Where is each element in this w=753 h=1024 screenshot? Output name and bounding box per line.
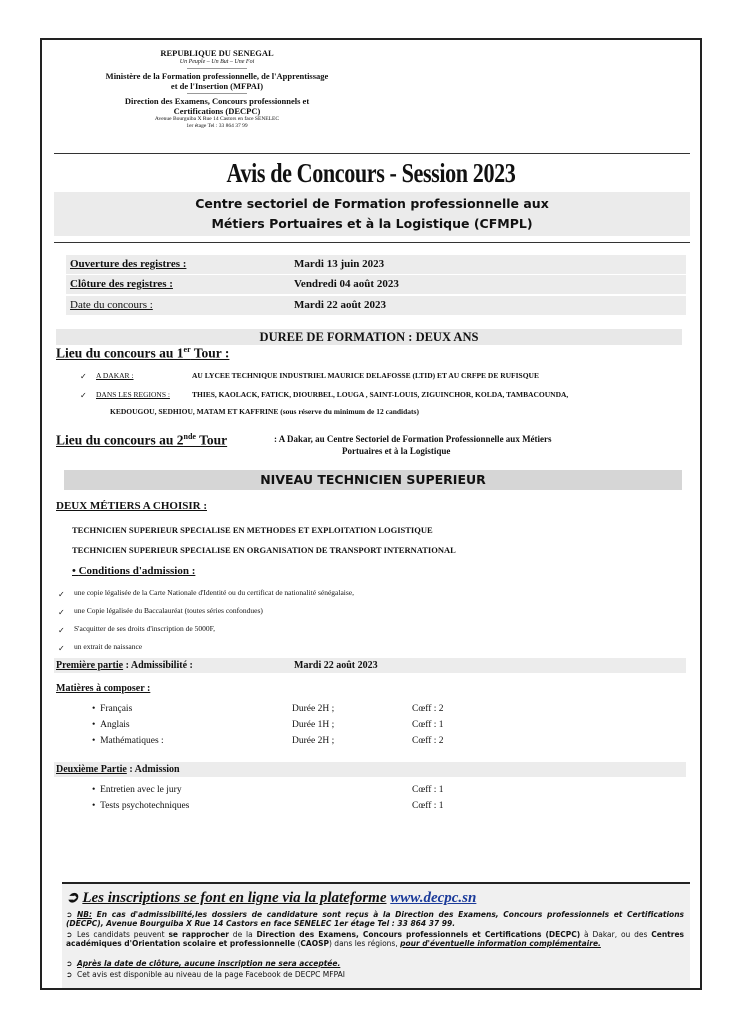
matiere-item: • Mathématiques : xyxy=(92,736,164,746)
partie2-label: Deuxième Partie xyxy=(56,764,127,775)
date-row-ouverture xyxy=(66,255,686,274)
admission-coeff: Cœff : 1 xyxy=(412,801,444,811)
phone-line: 1er étage Tel : 33 864 37 99 xyxy=(186,123,248,129)
date-label: Ouverture des registres : xyxy=(70,258,187,270)
deadline-paragraph: ➲ Après la date de clôture, aucune inscription ne sera acceptée. xyxy=(66,959,341,968)
regions-value-2: KEDOUGOU, SEDHIOU, MATAM ET KAFFRINE (sous réserve du minimum de 12 candidats) xyxy=(110,407,419,416)
metier-item: TECHNICIEN SUPERIEUR SPECIALISE EN METHODES ET EXPLOITATION LOGISTIQUE xyxy=(72,525,433,535)
inscription-text: Les inscriptions se font en ligne via la plateforme xyxy=(82,890,387,906)
matiere-duree: Durée 1H ; xyxy=(292,720,335,730)
nb-paragraph: ➲ NB: En cas d'admissibilité,les dossiers de candidature sont reçus à la Direction des Examens, Concours professionnels et Certifications (DECPC), Avenue Bourguiba X Rue 14 Castors en face SENELEC 1er étage Tel : 33 864 37 99. xyxy=(66,910,684,928)
arrow-icon: ➲ xyxy=(66,959,73,968)
contact-paragraph: ➲ Les candidats peuvent se rapprocher de la Direction des Examens, Concours professionnels et Certifications (DECPC) à Dakar, ou des Centres académiques d'Orientation scolaire et professionnelle (CAOSP) dans les régions, pour d'éventuelle information complémentaire. xyxy=(66,930,684,948)
partie2-row xyxy=(54,762,686,777)
condition-item: S'acquitter de ses droits d'inscription de 5000F, xyxy=(74,624,216,633)
notice-title: Avis de Concours - Session 2023 xyxy=(226,158,516,188)
check-icon: ✓ xyxy=(80,372,87,381)
tour2-heading: Lieu du concours au 2nde Tour xyxy=(56,432,228,448)
divider xyxy=(54,153,690,154)
footer-box xyxy=(62,882,690,988)
date-row-concours xyxy=(66,296,686,315)
direction-name: Direction des Examens, Concours professionnels et Certifications (DECPC) xyxy=(124,96,310,116)
address-line: Avenue Bourguiba X Rue 14 Castors en face SENELEC xyxy=(154,116,280,122)
date-label: Clôture des registres : xyxy=(70,278,173,290)
matiere-coeff: Cœff : 2 xyxy=(412,736,444,746)
condition-item: une Copie légalisée du Baccalauréat (toutes séries confondues) xyxy=(74,606,263,615)
matieres-heading: Matières à composer : xyxy=(56,683,151,694)
arrow-icon: ➲ xyxy=(66,890,79,906)
letterhead xyxy=(102,48,332,130)
condition-item: un extrait de naissance xyxy=(74,642,143,651)
partie1-row xyxy=(54,658,686,673)
divider xyxy=(187,93,247,94)
metiers-heading: DEUX MÉTIERS A CHOISIR : xyxy=(56,500,207,512)
admission-item: • Tests psychotechniques xyxy=(92,801,190,811)
facebook-paragraph: ➲ Cet avis est disponible au niveau de la page Facebook de DECPC MFPAI xyxy=(66,970,345,979)
level-banner: NIVEAU TECHNICIEN SUPERIEUR xyxy=(64,470,682,490)
dakar-value: AU LYCEE TECHNIQUE INDUSTRIEL MAURICE DELAFOSSE (LTID) ET AU CRFPE DE RUFISQUE xyxy=(192,371,539,380)
regions-label: DANS LES REGIONS : xyxy=(96,390,170,399)
website-link[interactable]: www.decpc.sn xyxy=(390,890,477,906)
tour1-heading: Lieu du concours au 1er Tour : xyxy=(56,345,230,361)
ministry-name: Ministère de la Formation professionnelle, de l'Apprentissage et de l'Insertion (MFPAI) xyxy=(105,71,329,91)
check-icon: ✓ xyxy=(58,626,65,635)
regions-value-1: THIES, KAOLACK, FATICK, DIOURBEL, LOUGA , SAINT-LOUIS, ZIGUINCHOR, KOLDA, TAMBACOUNDA, xyxy=(192,390,569,399)
admission-coeff: Cœff : 1 xyxy=(412,785,444,795)
national-motto: Un Peuple – Un But – Une Foi xyxy=(179,59,255,65)
arrow-icon: ➲ xyxy=(66,930,73,939)
divider xyxy=(187,68,247,69)
inscription-line xyxy=(66,888,476,907)
matiere-duree: Durée 2H ; xyxy=(292,704,335,714)
conditions-heading: • Conditions d'admission : xyxy=(72,565,196,577)
partie2-rest: : Admission xyxy=(126,764,180,775)
condition-item: une copie légalisée de la Carte Nationale d'Identité ou du certificat de nationalité sénégalaise, xyxy=(74,588,354,597)
matiere-duree: Durée 2H ; xyxy=(292,736,335,746)
date-value: Mardi 13 juin 2023 xyxy=(294,258,385,270)
notice-page xyxy=(40,38,702,990)
arrow-icon: ➲ xyxy=(66,910,73,919)
date-value: Vendredi 04 août 2023 xyxy=(294,278,399,290)
matiere-item: • Anglais xyxy=(92,720,130,730)
centre-line-1: Centre sectoriel de Formation professionnelle aux xyxy=(195,196,549,211)
tour2-text-2: Portuaires et à la Logistique xyxy=(342,446,451,456)
dakar-label: A DAKAR : xyxy=(96,371,134,380)
check-icon: ✓ xyxy=(58,590,65,599)
partie1-date: Mardi 22 août 2023 xyxy=(294,660,378,671)
matiere-item: • Français xyxy=(92,704,133,714)
centre-name-box xyxy=(54,192,690,236)
partie1-label: Première partie xyxy=(56,660,124,671)
matiere-coeff: Cœff : 2 xyxy=(412,704,444,714)
partie1-rest: : Admissibilité : xyxy=(123,660,193,671)
centre-line-2: Métiers Portuaires et à la Logistique (CFMPL) xyxy=(211,216,533,231)
tour2-text-1: : A Dakar, au Centre Sectoriel de Formation Professionnelle aux Métiers xyxy=(274,434,552,444)
arrow-icon: ➲ xyxy=(66,970,73,979)
date-label: Date du concours : xyxy=(70,299,153,311)
admission-item: • Entretien avec le jury xyxy=(92,785,182,795)
divider xyxy=(54,242,690,243)
check-icon: ✓ xyxy=(58,608,65,617)
metier-item: TECHNICIEN SUPERIEUR SPECIALISE EN ORGANISATION DE TRANSPORT INTERNATIONAL xyxy=(72,545,456,555)
check-icon: ✓ xyxy=(80,391,87,400)
matiere-coeff: Cœff : 1 xyxy=(412,720,444,730)
date-value: Mardi 22 août 2023 xyxy=(294,299,386,311)
check-icon: ✓ xyxy=(58,644,65,653)
training-duration: DUREE DE FORMATION : DEUX ANS xyxy=(56,329,682,345)
country-name: REPUBLIQUE DU SENEGAL xyxy=(160,48,274,58)
date-row-cloture xyxy=(66,275,686,294)
